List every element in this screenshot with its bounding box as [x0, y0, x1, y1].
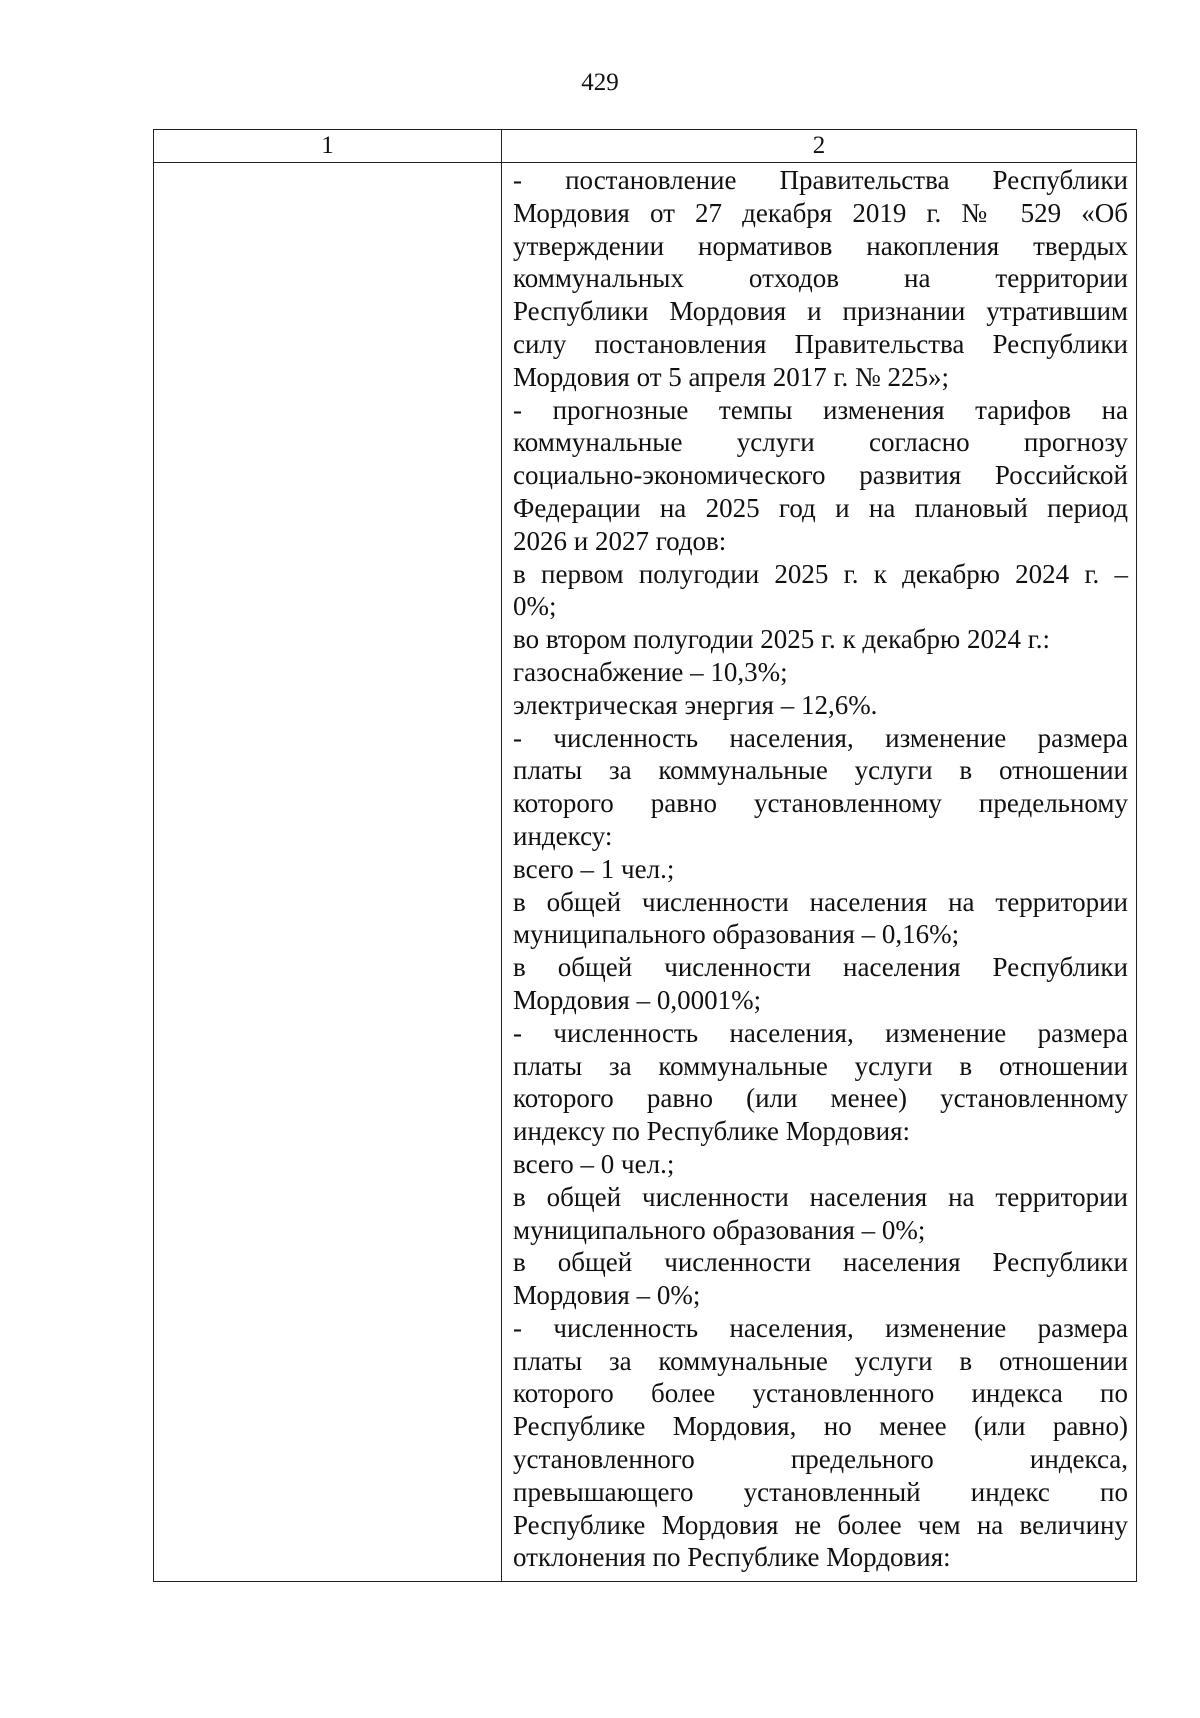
text-line: - численность населения, изменение размера — [513, 1017, 1128, 1048]
text-line: утверждении нормативов накопления твердых — [513, 230, 1128, 261]
text-line: которого равно установленному предельному — [513, 788, 1128, 819]
text-line: электрическая энергия – 12,6%. — [513, 689, 878, 720]
text-line: коммунальные услуги согласно прогнозу — [513, 427, 1128, 458]
text-line: коммунальных отходов на территории — [513, 263, 1128, 294]
text-line: в общей численности населения Республики — [513, 1247, 1128, 1278]
column-header-1: 1 — [321, 132, 334, 159]
text-line: Федерации на 2025 год и на плановый период — [513, 492, 1128, 523]
header-row-divider — [154, 162, 1136, 163]
text-line: установленного предельного индекса, — [513, 1444, 1128, 1475]
text-line: Республики Мордовия и признании утратившим — [513, 296, 1128, 327]
text-line: в общей численности населения на территории — [513, 886, 1128, 917]
text-line: Республике Мордовия, но менее (или равно) — [513, 1411, 1128, 1442]
text-line: муниципального образования – 0,16%; — [513, 919, 960, 950]
column-2-cell-text — [513, 164, 1128, 1574]
text-line: Мордовия от 27 декабря 2019 г. № 529 «Об — [513, 197, 1128, 228]
text-line: в общей численности населения на территории — [513, 1181, 1128, 1212]
text-line: которого равно (или менее) установленному — [513, 1083, 1128, 1114]
text-line: всего – 0 чел.; — [513, 1148, 675, 1179]
text-line: в первом полугодии 2025 г. к декабрю 2024 г. – — [513, 558, 1128, 589]
text-line: - прогнозные темпы изменения тарифов на — [513, 394, 1128, 425]
text-line: - постановление Правительства Республики — [513, 165, 1128, 195]
column-header-2: 2 — [812, 132, 826, 159]
text-line: Республике Мордовия не более чем на величину — [513, 1509, 1128, 1540]
text-line: силу постановления Правительства Республики — [513, 328, 1128, 359]
page-number: 429 — [581, 69, 619, 96]
text-line: отклонения по Республике Мордовия: — [513, 1542, 951, 1573]
column-divider — [501, 130, 502, 1581]
text-line: платы за коммунальные услуги в отношении — [513, 1345, 1128, 1376]
text-line: муниципального образования – 0%; — [513, 1214, 926, 1245]
text-line: индексу: — [513, 820, 613, 851]
text-line: платы за коммунальные услуги в отношении — [513, 1050, 1128, 1081]
text-line: 2026 и 2027 годов: — [513, 525, 727, 556]
text-line: которого более установленного индекса по — [513, 1378, 1128, 1409]
text-line: платы за коммунальные услуги в отношении — [513, 755, 1128, 786]
document-table — [153, 129, 1137, 1582]
text-line: Мордовия – 0,0001%; — [513, 984, 762, 1015]
text-line: - численность населения, изменение размера — [513, 722, 1128, 753]
text-line: социально-экономического развития Российской — [513, 460, 1128, 491]
text-line: во втором полугодии 2025 г. к декабрю 2024 г.: — [513, 624, 1050, 655]
text-line: индексу по Республике Мордовия: — [513, 1116, 911, 1147]
text-line: 0%; — [513, 591, 557, 622]
text-line: превышающего установленный индекс по — [513, 1476, 1128, 1507]
text-line: в общей численности населения Республики — [513, 952, 1128, 983]
text-line: газоснабжение – 10,3%; — [513, 656, 788, 687]
text-line: Мордовия от 5 апреля 2017 г. № 225»; — [513, 361, 950, 392]
text-line: Мордовия – 0%; — [513, 1280, 701, 1311]
text-line: - численность населения, изменение размера — [513, 1312, 1128, 1343]
text-line: всего – 1 чел.; — [513, 853, 675, 884]
